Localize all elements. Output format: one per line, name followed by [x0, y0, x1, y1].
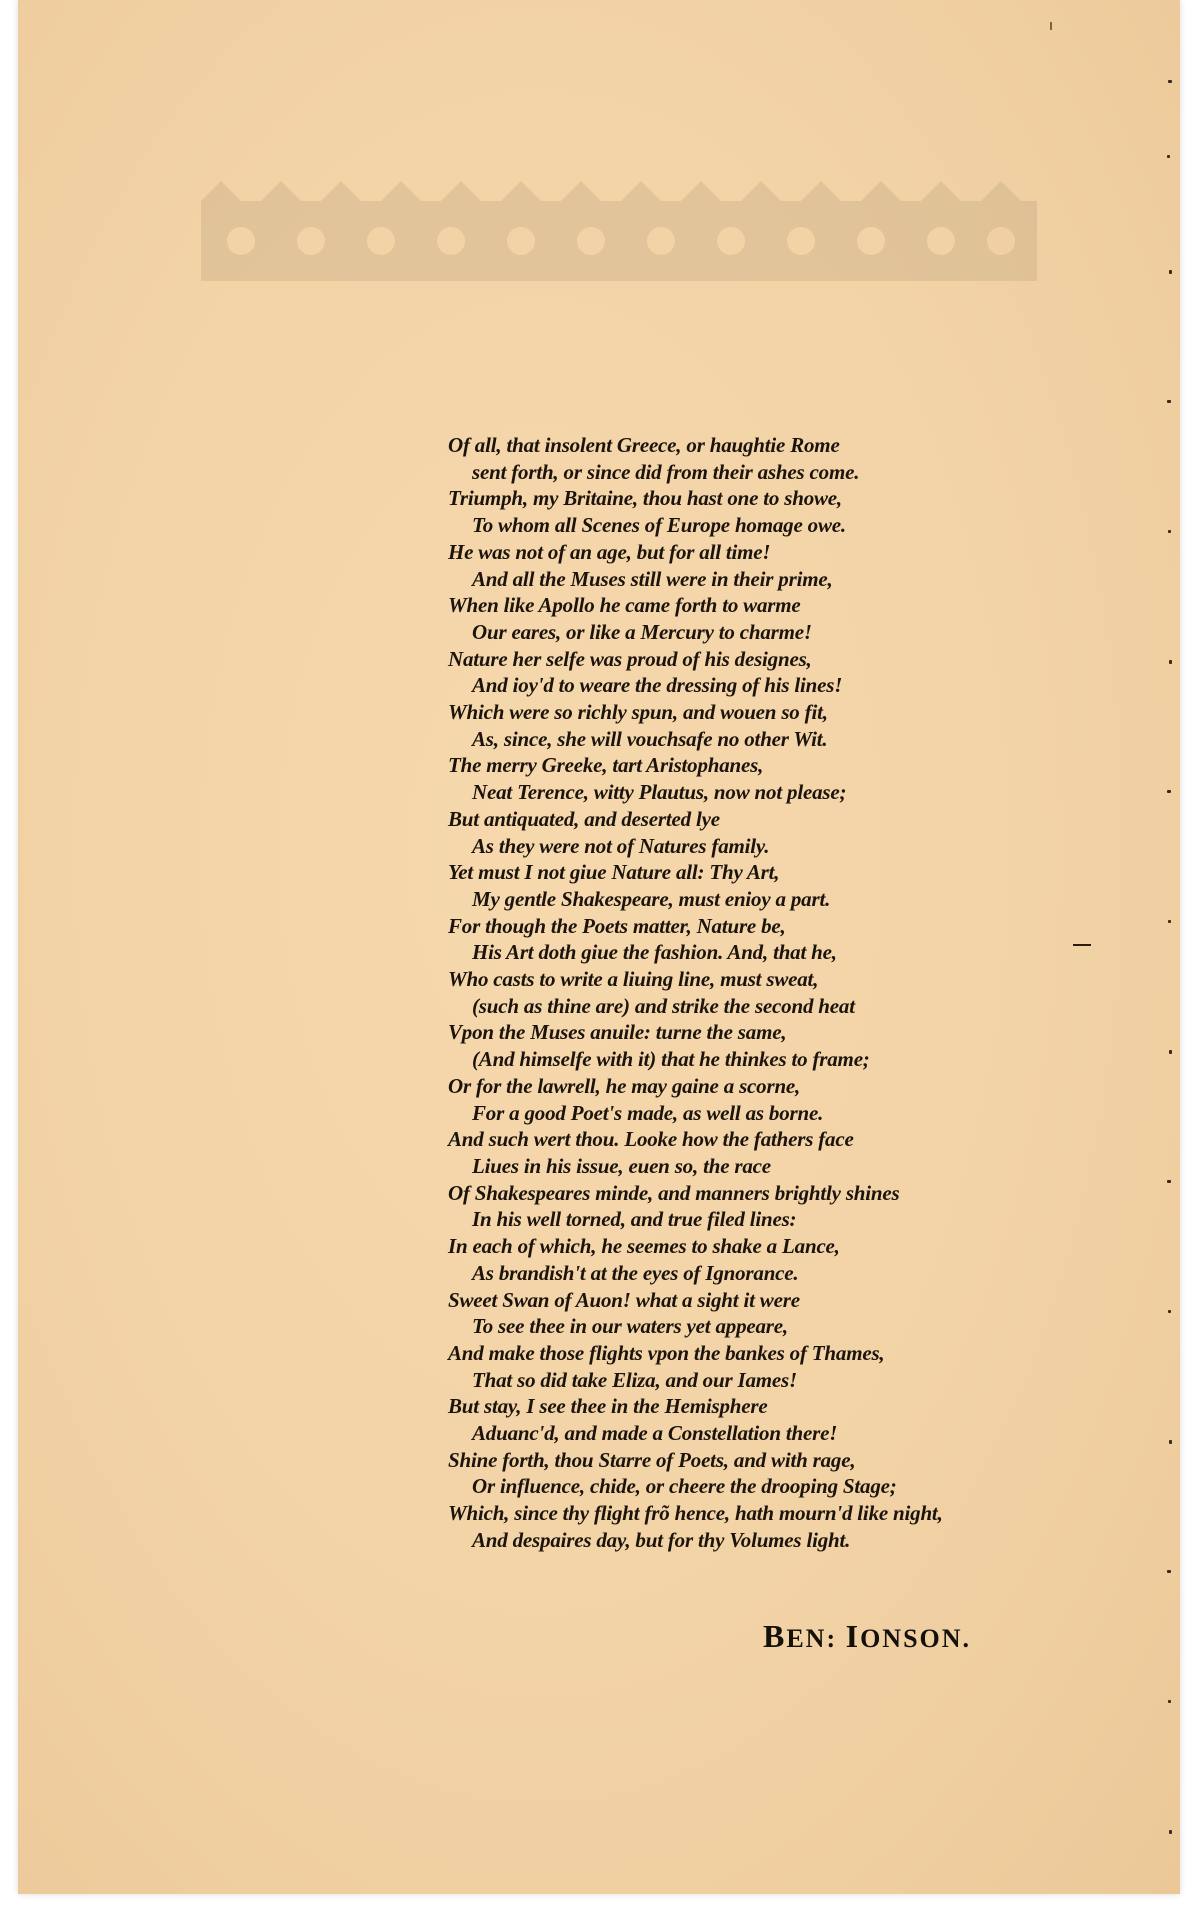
- poem-line: Which, since thy flight frõ hence, hath mourn'd like night,: [448, 1501, 943, 1526]
- poem-line: His Art doth giue the fashion. And, that he,: [472, 940, 837, 965]
- poem-line: And such wert thou. Looke how the fathers face: [448, 1127, 854, 1152]
- author-signature: [763, 1618, 971, 1655]
- poem-line: And all the Muses still were in their prime,: [472, 566, 833, 591]
- ink-mark: [1050, 22, 1052, 30]
- poem-line: And ioy'd to weare the dressing of his lines!: [472, 673, 843, 698]
- poem-line: Sweet Swan of Auon! what a sight it were: [448, 1287, 800, 1312]
- signature-part-2: ONSON.: [860, 1624, 972, 1653]
- poem-line: He was not of an age, but for all time!: [448, 539, 771, 564]
- poem: [448, 432, 1008, 1554]
- poem-line: Which were so richly spun, and wouen so fit,: [448, 700, 828, 725]
- signature-initial-1: B: [763, 1618, 787, 1654]
- poem-line: (And himselfe with it) that he thinkes to frame;: [472, 1047, 870, 1072]
- signature-initial-2: I: [845, 1618, 861, 1654]
- poem-line: As they were not of Natures family.: [472, 833, 770, 858]
- poem-line: Or influence, chide, or cheere the drooping Stage;: [472, 1474, 897, 1499]
- poem-line: But stay, I see thee in the Hemisphere: [448, 1394, 768, 1419]
- poem-line: As, since, she will vouchsafe no other Wit.: [472, 726, 828, 751]
- poem-line: sent forth, or since did from their ashes come.: [472, 459, 860, 484]
- poem-line: For a good Poet's made, as well as borne.: [472, 1100, 824, 1125]
- poem-line: Our eares, or like a Mercury to charme!: [472, 619, 812, 644]
- poem-line: Vpon the Muses anuile: turne the same,: [448, 1020, 787, 1045]
- poem-line: Shine forth, thou Starre of Poets, and with rage,: [448, 1447, 856, 1472]
- poem-line: Who casts to write a liuing line, must sweat,: [448, 967, 819, 992]
- poem-line: In each of which, he seemes to shake a Lance,: [448, 1234, 840, 1259]
- poem-line: That so did take Eliza, and our Iames!: [472, 1367, 797, 1392]
- poem-line: Neat Terence, witty Plautus, now not please;: [472, 780, 847, 805]
- poem-line: Liues in his issue, euen so, the race: [472, 1153, 771, 1178]
- poem-line: As brandish't at the eyes of Ignorance.: [472, 1260, 799, 1285]
- poem-line: Yet must I not giue Nature all: Thy Art,: [448, 860, 780, 885]
- poem-line: Aduanc'd, and made a Constellation there!: [472, 1421, 838, 1446]
- poem-line: The merry Greeke, tart Aristophanes,: [448, 753, 764, 778]
- poem-line: When like Apollo he came forth to warme: [448, 593, 801, 618]
- ink-mark: [1073, 944, 1091, 946]
- poem-line: Of Shakespeares minde, and manners brightly shines: [448, 1180, 900, 1205]
- document-page: [18, 0, 1180, 1894]
- poem-line: And make those flights vpon the bankes of Thames,: [448, 1340, 885, 1365]
- poem-line: To whom all Scenes of Europe homage owe.: [472, 513, 846, 538]
- poem-line: But antiquated, and deserted lye: [448, 806, 720, 831]
- poem-line: To see thee in our waters yet appeare,: [472, 1314, 788, 1339]
- poem-line: Nature her selfe was proud of his designes,: [448, 646, 812, 671]
- signature-part-1: EN:: [786, 1624, 846, 1653]
- poem-line: Of all, that insolent Greece, or haughtie Rome: [448, 433, 840, 457]
- show-through-ornament: [201, 181, 1037, 301]
- poem-line: For though the Poets matter, Nature be,: [448, 913, 786, 938]
- poem-line: Triumph, my Britaine, thou hast one to showe,: [448, 486, 842, 511]
- poem-line: In his well torned, and true filed lines:: [472, 1207, 797, 1232]
- page-edge-wear: [1166, 60, 1176, 1880]
- poem-line: (such as thine are) and strike the second heat: [472, 993, 855, 1018]
- poem-line: And despaires day, but for thy Volumes light.: [472, 1527, 851, 1552]
- poem-line: Or for the lawrell, he may gaine a scorne,: [448, 1073, 801, 1098]
- poem-line: My gentle Shakespeare, must enioy a part.: [472, 886, 831, 911]
